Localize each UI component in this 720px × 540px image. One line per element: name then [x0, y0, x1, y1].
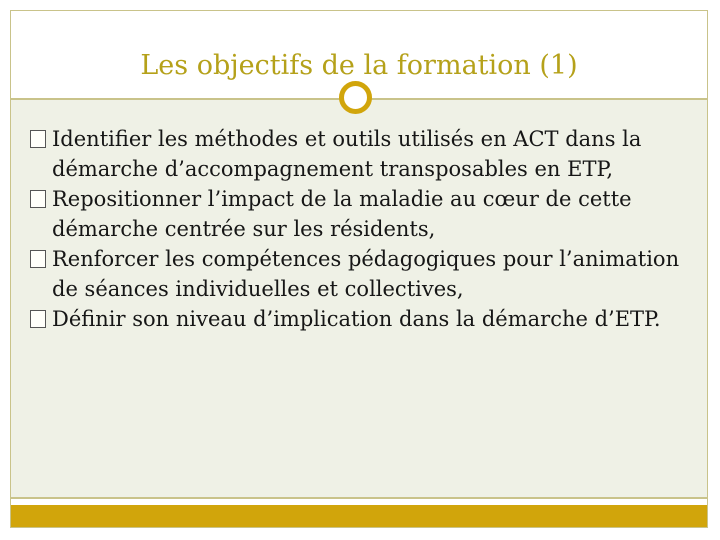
bullet-list	[30, 124, 690, 334]
list-item	[30, 184, 690, 244]
bullet-text: Identifier les méthodes et outils utilisés en ACT dans la démarche d’accompagnement transposables en ETP,	[52, 127, 642, 181]
list-item	[30, 124, 690, 184]
bullet-text: Renforcer les compétences pédagogiques pour l’animation de séances individuelles et collectives,	[52, 247, 680, 301]
footer-bar	[11, 505, 707, 527]
missing-glyph-box-icon	[30, 250, 46, 268]
list-item	[30, 244, 690, 304]
list-item	[30, 304, 690, 334]
footer-divider	[11, 497, 707, 499]
bullet-text: Définir son niveau d’implication dans la démarche d’ETP.	[52, 307, 661, 331]
circle-ring-icon	[339, 81, 372, 114]
bullet-text: Repositionner l’impact de la maladie au cœur de cette démarche centrée sur les résidents,	[52, 187, 632, 241]
missing-glyph-box-icon	[30, 190, 46, 208]
slide-title: Les objectifs de la formation (1)	[140, 50, 578, 81]
missing-glyph-box-icon	[30, 310, 46, 328]
missing-glyph-box-icon	[30, 130, 46, 148]
